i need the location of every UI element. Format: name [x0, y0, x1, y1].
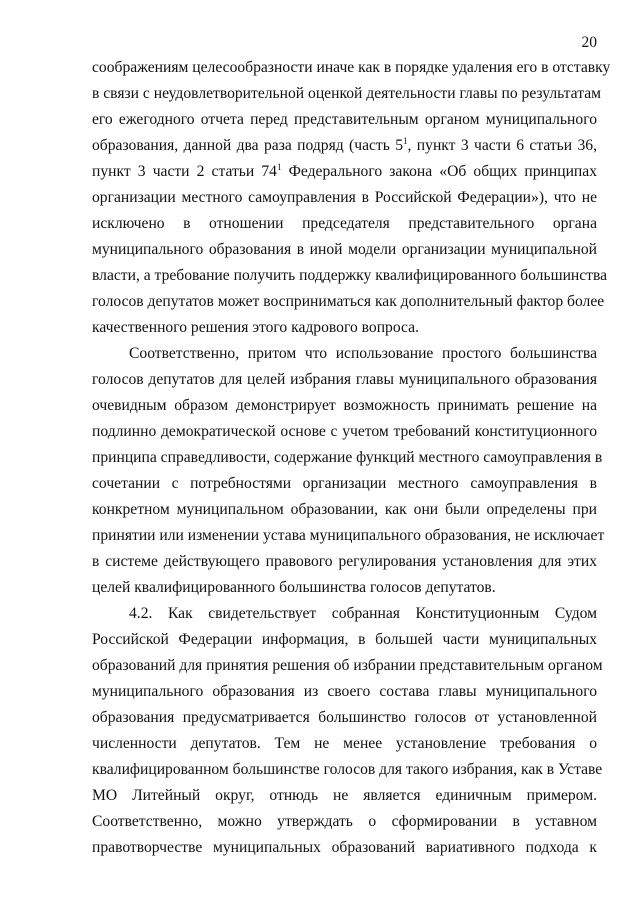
text-line: соображениям целесообразности иначе как в порядке удаления его в отставку [92, 59, 611, 76]
text-line: муниципального образования в иной модели организации муниципальной [92, 241, 597, 258]
text-line: качественного решения этого кадрового вопроса. [92, 319, 419, 336]
text-line: сочетании с потребностями организации местного самоуправления в [92, 475, 597, 492]
text-line: принципа справедливости, содержание функций местного самоуправления в [92, 449, 603, 466]
text-line: принятии или изменении устава муниципального образования, не исключает [92, 527, 605, 544]
text-line: власти, а требование получить поддержку квалифицированного большинства [92, 267, 608, 284]
text-line: исключено в отношении председателя представительного органа [92, 215, 597, 232]
document-body [92, 55, 611, 861]
text-line: численности депутатов. Тем не менее установление требования о [92, 735, 597, 752]
text-line: Соответственно, можно утверждать о сформировании в уставном [92, 813, 597, 830]
page-number: 20 [581, 34, 597, 51]
text-line: образования предусматривается большинство голосов от установленной [92, 709, 597, 726]
text-line: очевидным образом демонстрирует возможность принимать решение на [92, 397, 597, 414]
text-line: голосов депутатов для целей избрания главы муниципального образования [92, 371, 597, 388]
text-line: пункт 3 части 2 статьи $74^1$ Федерального закона «Об общих принципах [92, 162, 597, 180]
text-line: 4.2. Как свидетельствует собранная Конституционным Судом [129, 605, 597, 622]
text-line: образования, данной два раза подряд (часть $5^1$, пункт 3 части 6 статьи 36, [92, 136, 597, 154]
text-line: его ежегодного отчета перед представительным органом муниципального [92, 111, 597, 128]
paragraph [92, 601, 603, 861]
text-line: муниципального образования из своего состава главы муниципального [92, 683, 597, 700]
text-line: конкретном муниципальном образовании, как они были определены при [92, 501, 597, 518]
text-line: в связи с неудовлетворительной оценкой деятельности главы по результатам [92, 85, 601, 102]
text-line: организации местного самоуправления в Российской Федерации»), что не [92, 189, 597, 206]
text-line: целей квалифицированного большинства голосов депутатов. [92, 579, 496, 596]
text-line: образований для принятия решения об избрании представительным органом [92, 657, 603, 674]
paragraph [92, 341, 605, 601]
text-line: Российской Федерации информация, в большей части муниципальных [92, 631, 597, 648]
text-line: правотворчестве муниципальных образований вариативного подхода к [92, 839, 597, 856]
text-line: Соответственно, притом что использование простого большинства [129, 345, 597, 362]
text-line: подлинно демократической основе с учетом требований конституционного [92, 423, 597, 440]
text-line: МО Литейный округ, отнюдь не является единичным примером. [92, 787, 597, 804]
text-line: в системе действующего правового регулирования установления для этих [92, 553, 597, 570]
text-line: квалифицированном большинстве голосов для такого избрания, как в Уставе [92, 761, 603, 778]
paragraph [92, 55, 611, 341]
text-line: голосов депутатов может восприниматься как дополнительный фактор более [92, 293, 605, 310]
